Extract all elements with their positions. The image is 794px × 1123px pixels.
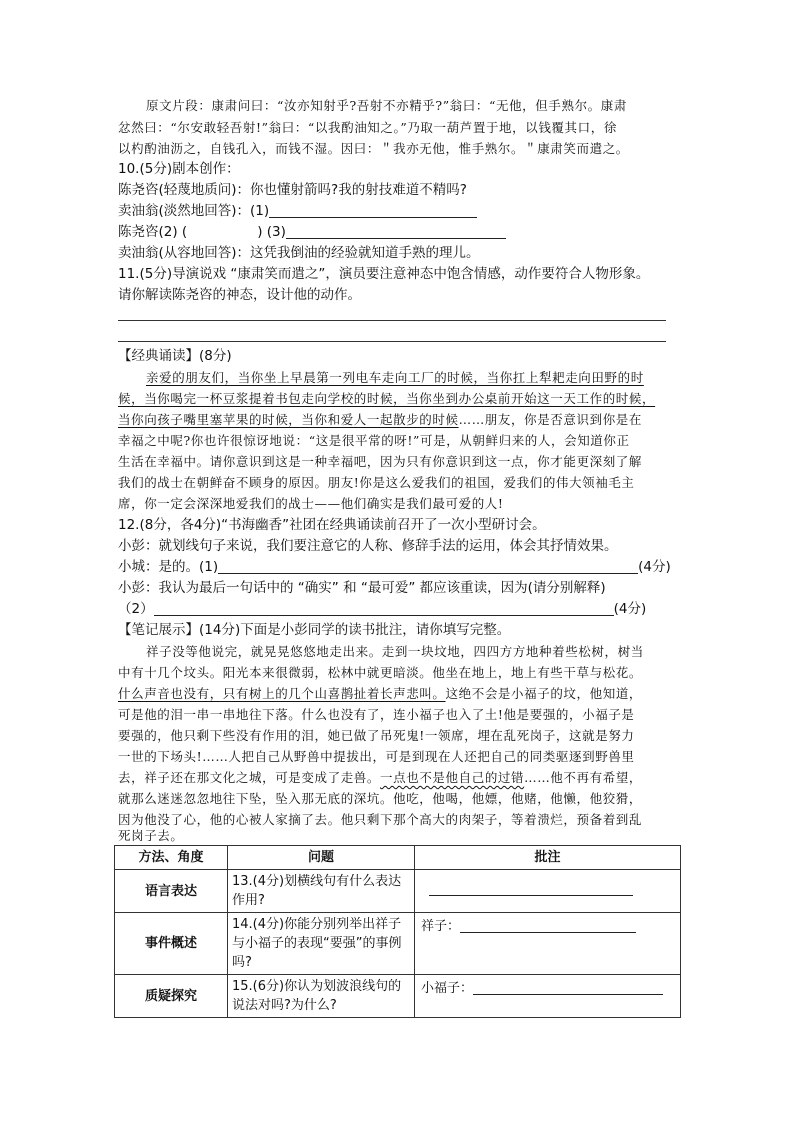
q10-line: 陈尧咨(轻蔑地质问)：你也懂射箭吗?我的射技难道不精吗? [118, 182, 467, 198]
section-header: 【经典诵读】(8分) [118, 348, 232, 364]
answer-blank[interactable] [218, 559, 638, 574]
notes-text: ……他不再有希望， [524, 770, 643, 785]
note-label: 小福子： [421, 981, 474, 996]
notes-line: 要强的，他只剩下些没有作用的泪，她已做了吊死鬼!一领席，埋在乱死岗子，这就是努力 [118, 728, 635, 743]
note-cell[interactable] [415, 870, 681, 913]
q12-text: 小城：是的。(1) [118, 559, 219, 575]
notes-line: 就那么迷迷忽忽地往下坠，坠入那无底的深坑。他吃，他喝，他嫖，他赌，他懒，他狡猾， [118, 791, 643, 806]
table-row [115, 975, 681, 1018]
answer-blank[interactable] [473, 980, 663, 995]
q10-line-text: ) (3) [257, 224, 286, 240]
method-cell: 语言表达 [115, 870, 228, 913]
q12-line [118, 599, 646, 619]
passage-line: 原文片段：康肃问曰：“汝亦知射乎?吾射不亦精乎?”翁曰：“无他，但手熟尔。康肃 [146, 98, 627, 113]
table-row [115, 870, 681, 913]
underlined-text: 什么声音也没有，只有树上的几个山喜鹊扯着长声悲叫。 [118, 686, 446, 701]
reading-line: 席，你一定会深深地爱我们的战士——他们确实是我们最可爱的人! [118, 496, 504, 511]
answer-line[interactable] [118, 320, 666, 321]
q12-line [118, 557, 671, 577]
question-cell: 13.(4分)划横线句有什么表达作用? [228, 870, 415, 913]
reading-line: 候，当你喝完一杯豆浆提着书包走向学校的时候，当你坐到办公桌前开始这一天工作的时候， [118, 391, 656, 406]
passage-line: 忿然曰：“尔安敢轻吾射!”翁曰：“以我酌油知之。”乃取一葫芦置于地，以钱覆其口，徐 [118, 120, 617, 135]
question-cell: 14.(4分)你能分别列举出祥子与小福子的表现“要强”的事例吗? [228, 913, 415, 975]
reading-text: ……朋友，你是否意识到你是在 [458, 412, 643, 427]
q12-score: (4分) [638, 559, 671, 575]
notes-line: 一世的下场头!……人把自己从野兽中提拔出，可是到现在人还把自己的同类驱逐到野兽里 [118, 749, 635, 764]
passage-line: 以杓酌油沥之，自钱孔入，而钱不湿。因曰：＂我亦无他，惟手熟尔。＂康肃笑而遣之。 [118, 141, 629, 156]
reading-line [118, 410, 642, 430]
answer-line[interactable] [118, 341, 666, 342]
notes-line: 祥子没等他说完，就晃晃悠悠地走出来。走到一块坟地，四四方方地种着些松树，树当 [146, 644, 644, 659]
section-header: 【笔记展示】(14分)下面是小彭同学的读书批注，请你填写完整。 [118, 622, 511, 638]
q10-line [118, 222, 506, 242]
reading-line: 生活在幸福中。请你意识到这是一种幸福吧，因为只有你意识到这一点，你才能更深刻了解 [118, 454, 643, 469]
answer-blank[interactable] [269, 203, 477, 218]
q12-line: 小彭：就划线句子来说，我们要注意它的人称、修辞手法的运用，体会其抒情效果。 [118, 538, 618, 554]
underlined-text: 当你向孩子嘴里塞苹果的时候，当你和爱人一起散步的时候 [118, 412, 459, 427]
answer-blank[interactable] [429, 881, 633, 896]
q10-line: 卖油翁(从容地回答)：这凭我倒油的经验就知道手熟的理儿。 [118, 245, 480, 261]
notes-line: 可是他的泪一串一串地往下落。什么也没有了，连小福子也入了土!他是要强的，小福子是 [118, 707, 635, 722]
answer-blank[interactable] [460, 918, 636, 933]
q10-title: 10.(5分)剧本创作： [118, 161, 240, 177]
note-label: 祥子： [421, 919, 461, 934]
q12-text: （2） [118, 601, 154, 617]
method-cell: 事件概述 [115, 913, 228, 975]
wavy-underlined-text: 一点也不是他自己的过错 [380, 770, 525, 785]
notes-table [114, 845, 681, 1018]
q11-line: 请你解读陈尧咨的神态，设计他的动作。 [118, 287, 361, 303]
notes-line [118, 768, 642, 788]
question-cell: 15.(6分)你认为划波浪线句的说法对吗?为什么? [228, 975, 415, 1018]
reading-line: 幸福之中呢?你也许很惊讶地说：“这是很平常的呀!”可是，从朝鲜归来的人，会知道你正 [118, 433, 630, 448]
answer-blank[interactable] [154, 601, 614, 616]
notes-line: 死岗子去。 [118, 828, 184, 843]
table-row [115, 913, 681, 975]
q10-line-text: 卖油翁(淡然地回答)：(1) [118, 203, 270, 219]
note-cell[interactable] [415, 975, 681, 1018]
table-header-row [115, 846, 681, 870]
q12-score: (4分) [613, 601, 647, 617]
q12-title: 12.(8分，各4分)“书海幽香”社团在经典诵读前召开了一次小型研讨会。 [118, 517, 546, 533]
table-header: 批注 [415, 846, 681, 870]
q12-line: 小彭：我认为最后一句话中的 “确实” 和 “最可爱” 都应该重读，因为(请分别解释) [118, 580, 606, 596]
reading-line: 亲爱的朋友们，当你坐上早晨第一列电车走向工厂的时候，当你扛上犁耙走向田野的时 [146, 370, 644, 385]
notes-line: 中有十几个坟头。阳光本来很微弱，松林中就更暗淡。他坐在地上，地上有些干草与松花。 [118, 665, 643, 680]
method-cell: 质疑探究 [115, 975, 228, 1018]
answer-blank[interactable] [286, 224, 506, 239]
table-header: 方法、角度 [115, 846, 228, 870]
reading-line: 我们的战士在朝鲜奋不顾身的原因。朋友!你是这么爱我们的祖国，爱我们的伟大领袖毛主 [118, 475, 635, 490]
note-cell[interactable] [415, 913, 681, 975]
q10-line-text: 陈尧咨(2) ( [118, 224, 188, 240]
q11-line: 11.(5分)导演说戏 “康肃笑而遣之”，演员要注意神态中饱含情感，动作要符合人物形象。 [118, 266, 650, 282]
notes-text: 这绝不会是小福子的坟，他知道， [445, 686, 643, 701]
q10-line [118, 201, 477, 221]
table-header: 问题 [228, 846, 415, 870]
notes-text: 去，祥子还在那文化之城，可是变成了走兽。 [118, 770, 381, 785]
notes-line: 因为他没了心，他的心被人家摘了去。他只剩下那个高大的肉架子，等着溃烂，预备着到乱 [118, 812, 643, 827]
notes-line [118, 684, 642, 704]
